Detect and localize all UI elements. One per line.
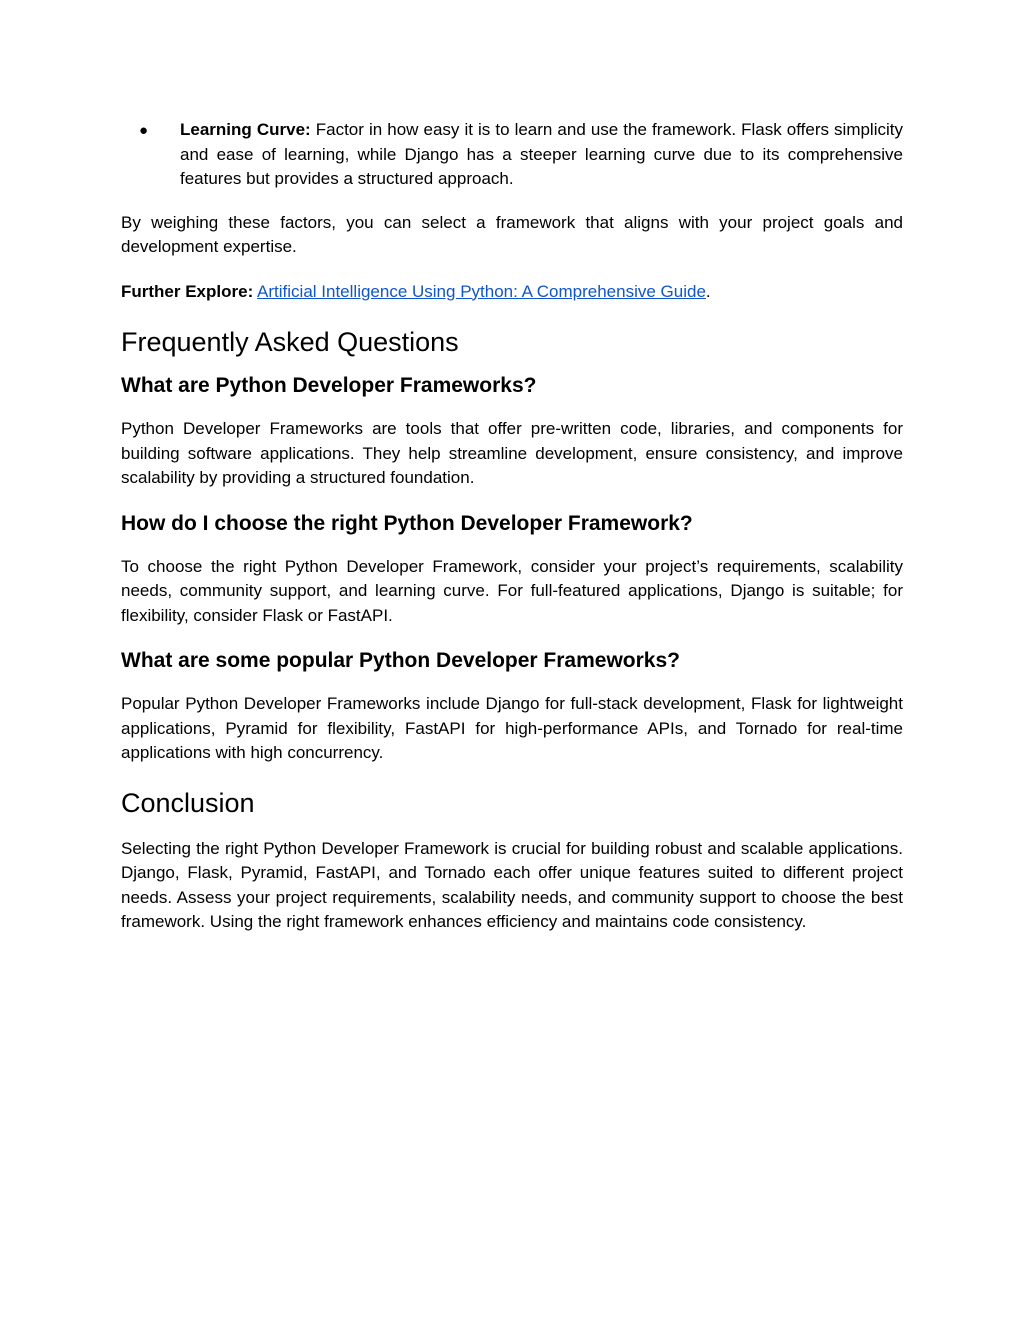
bullet-lead: Learning Curve: [180, 120, 311, 139]
faq-question-2: How do I choose the right Python Developer Framework? [121, 511, 693, 535]
factor-list [121, 118, 903, 192]
further-explore [121, 280, 903, 305]
summary-paragraph: By weighing these factors, you can select a framework that aligns with your project goals and development expertise. [121, 212, 903, 256]
faq-question-3: What are some popular Python Developer Frameworks? [121, 649, 680, 672]
faq-heading: Frequently Asked Questions [121, 327, 459, 357]
list-item-learning-curve [121, 118, 903, 192]
further-explore-suffix: . [705, 281, 711, 301]
faq-question-1: What are Python Developer Frameworks? [121, 374, 537, 397]
further-explore-label: Further Explore: [121, 281, 254, 301]
further-explore-link[interactable]: Artificial Intelligence Using Python: A Comprehensive Guide [257, 281, 706, 301]
bullet-icon: ● [139, 122, 149, 139]
faq-answer-2: To choose the right Python Developer Framework, consider your project’s requirements, scalability needs, community support, and learning curve. For full-featured applications, Django is suitable; for flexibility, consider Flask or FastAPI. [121, 556, 903, 625]
conclusion-paragraph: Selecting the right Python Developer Framework is crucial for building robust and scalable applications. Django, Flask, Pyramid, FastAPI, and Tornado each offer unique features suited to different project needs. Assess your project requirements, scalability needs, and community support to choose the best framework. Using the right framework enhances efficiency and maintains code consistency. [121, 838, 903, 931]
conclusion-heading: Conclusion [121, 787, 255, 818]
faq-answer-1: Python Developer Frameworks are tools that offer pre-written code, libraries, and components for building software applications. They help streamline development, ensure consistency, and improve scalability by providing a structured foundation. [121, 419, 903, 487]
bullet-text: Factor in how easy it is to learn and use the framework. Flask offers simplicity and ease of learning, while Django has a steeper learning curve due to its comprehensive features but provides a structured approach. [180, 120, 903, 188]
faq-answer-3: Popular Python Developer Frameworks include Django for full-stack development, Flask for lightweight applications, Pyramid for flexibility, FastAPI for high-performance APIs, and Tornado for real-time applications with high concurrency. [121, 694, 903, 762]
